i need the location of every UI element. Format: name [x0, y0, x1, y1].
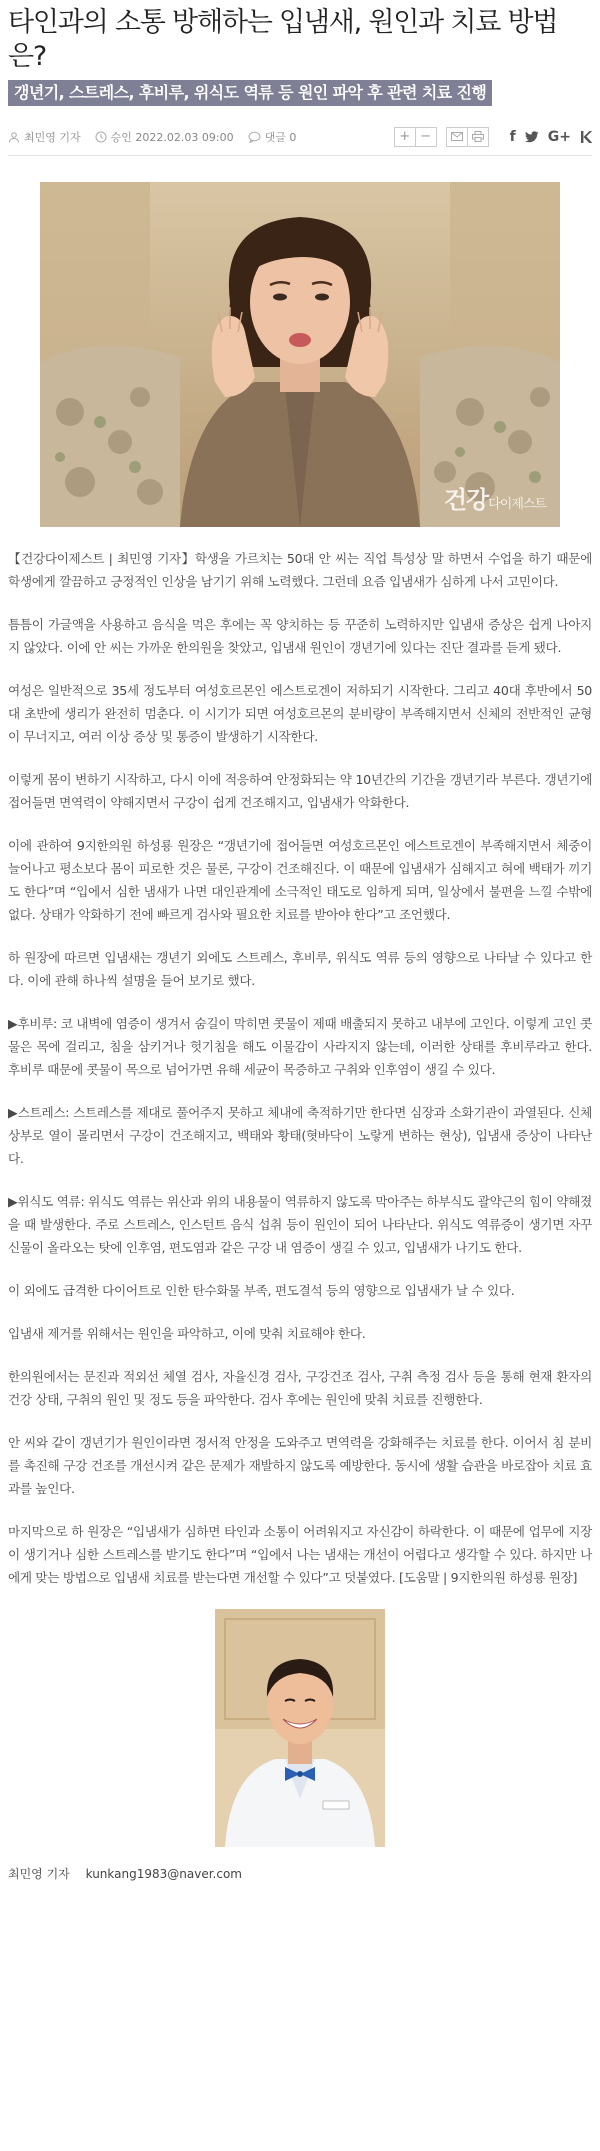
doctor-portrait: [215, 1609, 385, 1847]
doctor-illustration: [215, 1609, 385, 1847]
clock-icon: [95, 131, 107, 143]
hero-photo: [40, 182, 560, 527]
approved-date: 승인 2022.02.03 09:00: [110, 130, 234, 144]
author-name: 최민영 기자: [24, 130, 81, 144]
watermark-main: 건강: [443, 485, 489, 514]
comment-count: 댓글 0: [264, 130, 297, 144]
email-button[interactable]: [446, 127, 468, 147]
article-body: [8, 547, 592, 1589]
twitter-icon: [525, 131, 539, 143]
paragraph: ▶스트레스: 스트레스를 제대로 풀어주지 못하고 체내에 축적하기만 한다면 심장과 소화기관이 과열된다. 신체 상부로 열이 몰리면서 구강이 건조해지고, 백태와 황태(혓바닥이 노랗게 변하는 현상), 입냄새 증상이 나타난다.: [8, 1105, 592, 1166]
paragraph: 이에 관하여 9지한의원 하성룡 원장은 “갱년기에 접어들면 여성호르몬인 에스트로겐이 부족해지면서 체중이 늘어나고 평소보다 몸이 피로한 것은 물론, 구강이 건조해진다. 이 때문에 입냄새가 심해지고 혀에 백태가 끼기도 한다”며 “입에서 심한 냄새가 나면 대인관계에 소극적인 태도로 임하게 되며, 일상에서 불편을 느낄 수밖에 없다. 상태가 악화하기 전에 빠르게 검사와 필요한 치료를 받아야 한다”고 조언했다.: [8, 838, 592, 922]
paragraph: 이 외에도 급격한 다이어트로 인한 탄수화물 부족, 편도결석 등의 영향으로 입냄새가 날 수 있다.: [8, 1283, 515, 1298]
paragraph: ▶후비루: 코 내벽에 염증이 생겨서 숨길이 막히면 콧물이 제때 배출되지 못하고 내부에 고인다. 이렇게 고인 콧물은 목에 걸리고, 침을 삼키거나 헛기침을 해도 이물감이 사라지지 않는데, 이러한 상태를 후비루라고 한다. 후비루 때문에 콧물이 목으로 넘어가면 유해 세균이 목증하고 구취와 인후염이 생길 수 있다.: [8, 1016, 592, 1077]
paragraph: 마지막으로 하 원장은 “입냄새가 심하면 타인과 소통이 어려워지고 자신감이 하락한다. 이 때문에 업무에 지장이 생기거나 심한 스트레스를 받기도 한다”며 “입에서 나는 냄새는 개선이 어렵다고 생각할 수 있다. 하지만 나에게 맞는 방법으로 입냄새 치료를 받는다면 개선할 수 있다”고 덧붙였다. [도움말 | 9지한의원 하성룡 원장]: [8, 1524, 592, 1585]
mail-icon: [451, 132, 463, 141]
paragraph: 이렇게 몸이 변하기 시작하고, 다시 이에 적응하여 안정화되는 약 10년간의 기간을 갱년기라 부른다. 갱년기에 접어들면 면역력이 약해지면서 구강이 쉽게 건조해지고, 입냄새가 악화한다.: [8, 772, 592, 810]
hero-watermark: [444, 480, 546, 515]
kakao-share-button[interactable]: [580, 130, 592, 144]
share-buttons: [501, 129, 592, 145]
paragraph: 【건강다이제스트 | 최민영 기자】학생을 가르치는 50대 안 씨는 직업 특성상 말 하면서 수업을 하기 때문에 학생에게 깔끔하고 긍정적인 인상을 남기기 위해 노력했다. 그런데 요즘 입냄새가 심하게 나서 고민이다.: [8, 551, 592, 589]
date-meta: [95, 129, 234, 145]
kakao-icon: [580, 130, 592, 144]
article-tools: [395, 127, 592, 147]
author-meta: [8, 129, 81, 145]
comment-icon: [248, 131, 261, 143]
article-title: 타인과의 소통 방해하는 입냄새, 원인과 치료 방법은?: [8, 7, 558, 72]
article-meta: [8, 120, 592, 156]
print-button[interactable]: [467, 127, 489, 147]
woman-illustration: [40, 182, 560, 527]
byline-email[interactable]: kunkang1983@naver.com: [85, 1867, 242, 1881]
comments-meta[interactable]: [248, 129, 297, 145]
paragraph: 한의원에서는 문진과 적외선 체열 검사, 자율신경 검사, 구강건조 검사, 구취 측정 검사 등을 통해 현재 환자의 건강 상태, 구취의 원인 및 정도 등을 파악한다. 검사 후에는 원인에 맞춰 치료를 진행한다.: [8, 1369, 592, 1407]
subtitle-wrap: [8, 80, 592, 106]
font-shrink-button[interactable]: −: [415, 127, 437, 147]
watermark-sub: 다이제스트: [488, 497, 546, 512]
twitter-share-button[interactable]: [525, 131, 539, 143]
byline-name: 최민영 기자: [8, 1867, 70, 1881]
googleplus-share-button[interactable]: G+: [547, 128, 571, 145]
paragraph: ▶위식도 역류: 위식도 역류는 위산과 위의 내용물이 역류하지 않도록 막아주는 하부식도 괄약근의 힘이 약해졌을 때 발생한다. 주로 스트레스, 인스턴트 음식 섭취 등이 원인이 되어 나타난다. 위식도 역류증이 생기면 자꾸 신물이 올라오는 탓에 인후염, 편도염과 같은 구강 내 염증이 생길 수 있고, 입냄새가 나기도 한다.: [8, 1194, 592, 1255]
user-icon: [8, 131, 20, 143]
print-icon: [472, 131, 484, 142]
facebook-share-button[interactable]: f: [509, 128, 516, 145]
article-subtitle: 갱년기, 스트레스, 후비루, 위식도 역류 등 원인 파악 후 관련 치료 진행: [8, 80, 492, 106]
paragraph: 하 원장에 따르면 입냄새는 갱년기 외에도 스트레스, 후비루, 위식도 역류 등의 영향으로 나타날 수 있다고 한다. 이에 관해 하나씩 설명을 들어 보기로 했다.: [8, 950, 592, 988]
article-byline: [8, 1865, 592, 1882]
paragraph: 입냄새 제거를 위해서는 원인을 파악하고, 이에 맞춰 치료해야 한다.: [8, 1326, 366, 1341]
paragraph: 안 씨와 같이 갱년기가 원인이라면 정서적 안정을 도와주고 면역력을 강화해주는 치료를 한다. 이어서 침 분비를 촉진해 구강 건조를 개선시켜 같은 문제가 재발하지 않도록 예방한다. 동시에 생활 습관을 바로잡아 치료 효과를 높인다.: [8, 1435, 592, 1496]
paragraph: 틈틈이 가글액을 사용하고 음식을 먹은 후에는 꼭 양치하는 등 꾸준히 노력하지만 입냄새 증상은 쉽게 나아지지 않았다. 이에 안 씨는 가까운 한의원을 찾았고, 입냄새 원인이 갱년기에 있다는 진단 결과를 듣게 됐다.: [8, 617, 592, 655]
font-enlarge-button[interactable]: +: [394, 127, 416, 147]
paragraph: 여성은 일반적으로 35세 정도부터 여성호르몬인 에스트로겐이 저하되기 시작한다. 그리고 40대 후반에서 50대 초반에 생리가 완전히 멈춘다. 이 시기가 되면 여성호르몬의 분비량이 부족해지면서 신체의 전반적인 균형이 무너지고, 여러 이상 증상 및 통증이 발생하기 시작한다.: [8, 683, 592, 744]
